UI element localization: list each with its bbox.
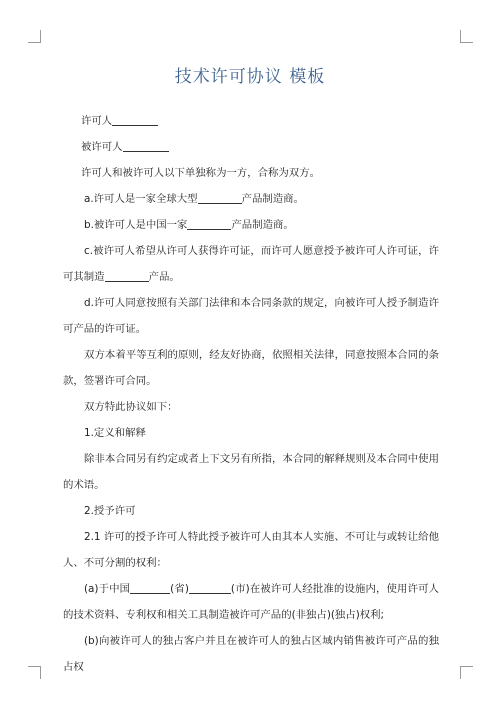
- recital-b-blank[interactable]: [187, 217, 231, 230]
- agreement-paragraph: 双方特此协议如下：: [84, 401, 178, 413]
- licensee-blank[interactable]: [123, 139, 169, 152]
- recital-c-blank[interactable]: [105, 269, 149, 282]
- licensee-field: [63, 134, 439, 160]
- recital-b-text: b.被许可人是中国一家: [84, 219, 188, 231]
- recital-c-suffix: 产品。: [148, 271, 180, 283]
- section-1-body: 除非本合同另有约定或者上下文另有所指，本合同的解释规则及本合同中使用的术语。: [63, 453, 439, 491]
- recital-d: d.许可人同意按照有关部门法律和本合同条款的规定，向被许可人授予制造许可产品的许可证。: [63, 297, 439, 335]
- recital-c-text: c.被许可人希望从许可人获得许可证，而许可人愿意授予被许可人许可证，许可其制造: [63, 245, 439, 283]
- licensor-label: 许可人: [81, 115, 113, 127]
- recital-b-suffix: 产品制造商。: [231, 219, 294, 231]
- parties-paragraph: 许可人和被许可人以下单独称为一方，合称为双方。: [81, 167, 320, 179]
- province-blank[interactable]: [130, 581, 170, 594]
- section-2-a-province: (省): [170, 583, 189, 595]
- section-2-a-rest: (市)在被许可人经批准的设施内，使用许可人的技术资料、专利权和相关工具制造被许可产品的(非独占)(独占)权利;: [63, 583, 439, 621]
- section-1-heading: 1.定义和解释: [84, 427, 146, 439]
- principle-paragraph: 双方本着平等互利的原则，经友好协商，依照相关法律，同意按照本合同的条款，签署许可合同。: [63, 349, 439, 387]
- recital-a-blank[interactable]: [198, 191, 242, 204]
- crop-mark-top-left: [28, 30, 41, 43]
- licensor-blank[interactable]: [112, 113, 158, 126]
- recital-a-suffix: 产品制造商。: [241, 193, 304, 205]
- licensee-label: 被许可人: [81, 141, 123, 153]
- recital-c: [63, 238, 439, 290]
- section-2-1: 2.1 许可的授予许可人特此授予被许可人由其本人实施、不可让与或转让给他人、不可分割的权利：: [63, 531, 439, 569]
- crop-mark-bottom-right: [460, 666, 473, 679]
- city-blank[interactable]: [189, 581, 231, 594]
- section-2-heading: 2.授予许可: [84, 505, 136, 517]
- section-2-a-text: (a)于中国: [84, 583, 131, 595]
- crop-mark-top-right: [460, 30, 473, 43]
- recital-b: [63, 212, 439, 238]
- document-body: [63, 108, 439, 680]
- document-title: 技术许可协议 模板: [174, 67, 326, 87]
- licensor-field: [63, 108, 439, 134]
- crop-mark-bottom-left: [28, 666, 41, 679]
- recital-a-text: a.许可人是一家全球大型: [84, 193, 198, 205]
- section-2-a: [63, 576, 439, 628]
- section-2-b: (b)向被许可人的独占客户并且在被许可人的独占区域内销售被许可产品的独占权: [63, 635, 439, 673]
- recital-a: [63, 186, 439, 212]
